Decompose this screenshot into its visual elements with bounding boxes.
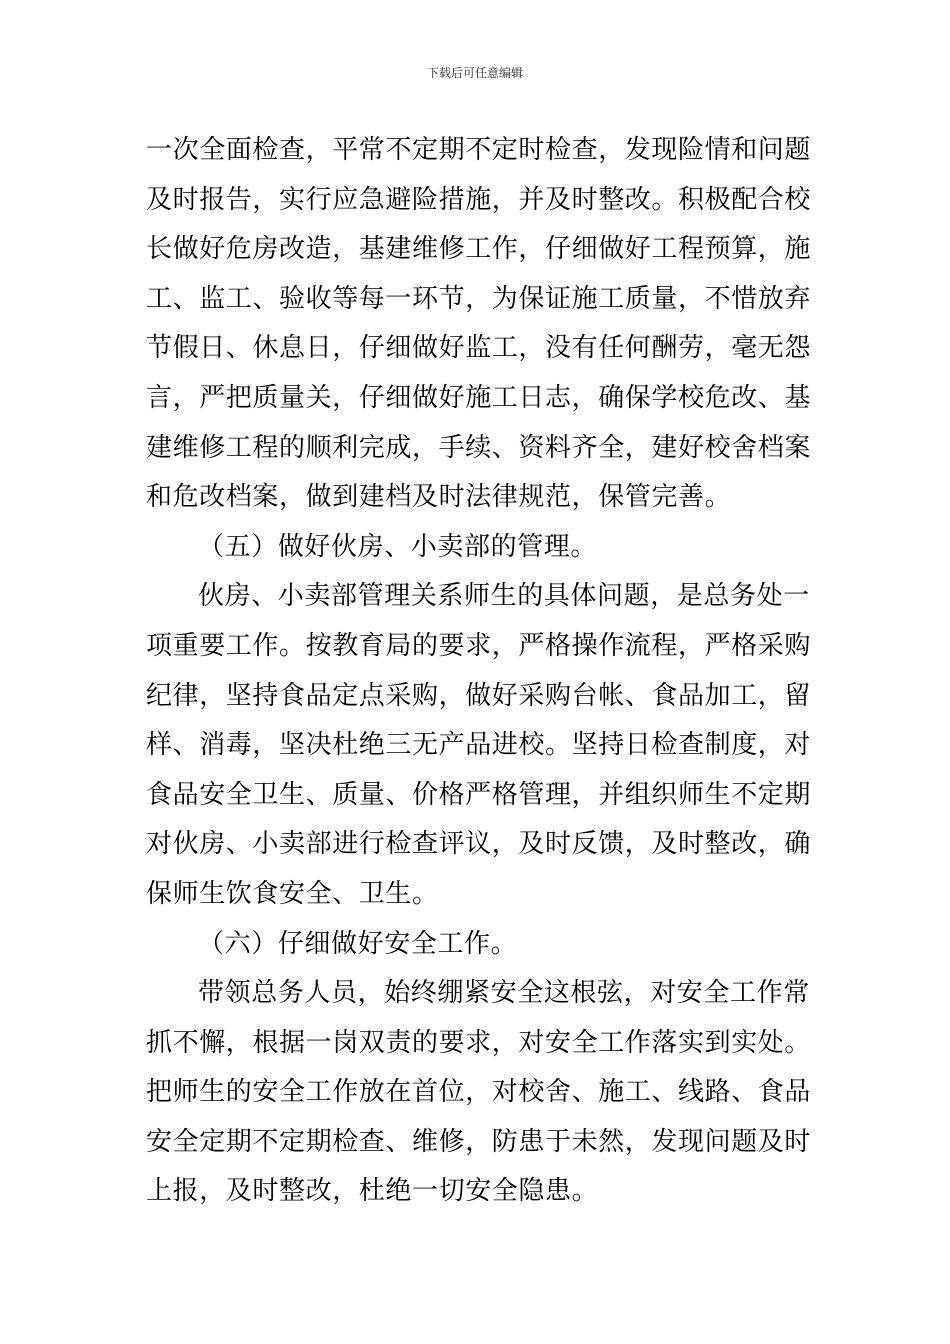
text-line: 节假日、休息日，仔细做好监工，没有任何酬劳，毫无怨 bbox=[146, 333, 812, 364]
text-line: 及时报告，实行应急避险措施，并及时整改。积极配合校 bbox=[146, 184, 812, 215]
text-line: 对伙房、小卖部进行检查评议，及时反馈，及时整改，确 bbox=[146, 829, 812, 860]
section-heading bbox=[146, 920, 808, 970]
page-header: 下载后可任意编辑 bbox=[426, 66, 523, 80]
text-line: 样、消毒，坚决杜绝三无产品进校。坚持日检查制度，对 bbox=[146, 730, 812, 761]
section-heading bbox=[146, 523, 808, 573]
paragraph bbox=[146, 969, 812, 1217]
text-line: 伙房、小卖部管理关系师生的具体问题，是总务处一 bbox=[198, 581, 810, 612]
text-line: 工、监工、验收等每一环节，为保证施工质量，不惜放弃 bbox=[146, 283, 812, 314]
text-line: 抓不懈，根据一岗双责的要求，对安全工作落实到实处。 bbox=[146, 1027, 812, 1058]
document-body bbox=[146, 126, 812, 1217]
text-line: 言，严把质量关，仔细做好施工日志，确保学校危改、基 bbox=[146, 382, 812, 413]
text-line: 项重要工作。按教育局的要求，严格操作流程，严格采购 bbox=[146, 630, 812, 661]
text-line: 带领总务人员，始终绷紧安全这根弦，对安全工作常 bbox=[198, 978, 810, 1009]
text-line: 食品安全卫生、质量、价格严格管理，并组织师生不定期 bbox=[146, 779, 812, 810]
text-line: 安全定期不定期检查、维修，防患于未然，发现问题及时 bbox=[146, 1126, 812, 1157]
text-line: 一次全面检查，平常不定期不定时检查，发现险情和问题 bbox=[146, 135, 812, 165]
text-line: 上报，及时整改，杜绝一切安全隐患。 bbox=[146, 1176, 599, 1207]
paragraph bbox=[146, 126, 812, 523]
section-heading-line: （五）做好伙房、小卖部的管理。 bbox=[198, 531, 598, 562]
text-line: 长做好危房改造，基建维修工作，仔细做好工程预算，施 bbox=[146, 234, 812, 265]
text-line: 保师生饮食安全、卫生。 bbox=[146, 878, 439, 909]
section-heading-line: （六）仔细做好安全工作。 bbox=[198, 928, 518, 959]
paragraph bbox=[146, 572, 812, 919]
text-line: 建维修工程的顺利完成，手续、资料齐全，建好校舍档案 bbox=[146, 432, 812, 463]
text-line: 把师生的安全工作放在首位，对校舍、施工、线路、食品 bbox=[146, 1077, 812, 1108]
text-line: 纪律，坚持食品定点采购，做好采购台帐、食品加工，留 bbox=[146, 680, 812, 711]
text-line: 和危改档案，做到建档及时法律规范，保管完善。 bbox=[146, 482, 732, 513]
